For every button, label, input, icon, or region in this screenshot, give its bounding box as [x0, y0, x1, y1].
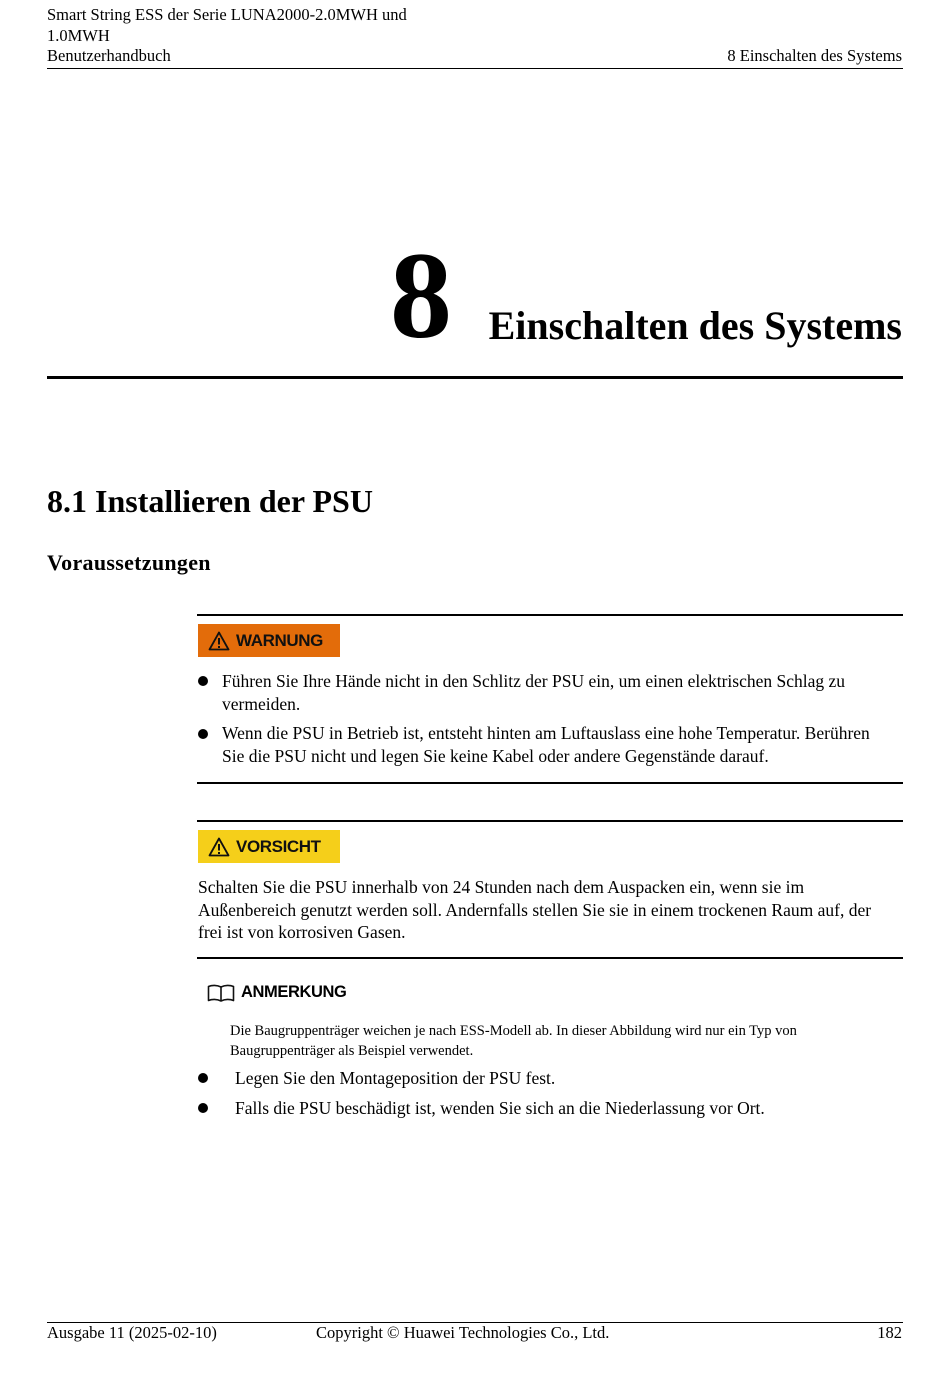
header-doc-title [47, 5, 467, 67]
doc-title: Smart String ESS der Serie LUNA2000-2.0MWH und 1.0MWH [47, 5, 407, 45]
warning-bottom-rule [197, 782, 903, 784]
warning-triangle-icon [208, 837, 230, 857]
warning-item: Wenn die PSU in Betrieb ist, entsteht hinten am Luftauslass eine hohe Temperatur. Berühren Sie die PSU nicht und legen Sie keine Kabel oder andere Gegenstände darauf. [222, 723, 870, 766]
warning-triangle-icon [208, 631, 230, 651]
chapter-title: Einschalten des Systems [488, 303, 902, 348]
open-book-icon [207, 984, 235, 1002]
warning-label: WARNUNG [236, 630, 323, 650]
footer-edition: Ausgabe 11 (2025-02-10) [47, 1323, 217, 1342]
section-subtitle: Voraussetzungen [47, 550, 211, 575]
footer-copyright: Copyright © Huawei Technologies Co., Ltd. [316, 1323, 610, 1342]
note-text: Die Baugruppenträger weichen je nach ESS-Modell ab. In dieser Abbildung wird nur ein Typ von Baugruppenträger als Beispiel verwendet. [230, 1023, 797, 1059]
footer-page-number: 182 [877, 1323, 902, 1342]
caution-top-rule [197, 820, 903, 822]
warning-item: Führen Sie Ihre Hände nicht in den Schlitz der PSU ein, um einen elektrischen Schlag zu vermeiden. [222, 671, 846, 714]
bullet-dot [198, 1103, 208, 1113]
doc-type: Benutzerhandbuch [47, 46, 171, 65]
section-title: 8.1 Installieren der PSU [47, 483, 373, 519]
caution-badge [198, 830, 340, 863]
chapter-rule [47, 376, 903, 379]
header-rule [47, 68, 903, 69]
bullet-dot [198, 729, 208, 739]
caution-label: VORSICHT [236, 836, 321, 856]
note-label: ANMERKUNG [241, 983, 347, 1001]
warning-top-rule [197, 614, 903, 616]
step-item: Falls die PSU beschädigt ist, wenden Sie sich an die Niederlassung vor Ort. [235, 1098, 765, 1118]
header-chapter-ref: 8 Einschalten des Systems [727, 46, 902, 65]
bullet-dot [198, 1073, 208, 1083]
bullet-dot [198, 676, 208, 686]
note-heading [207, 983, 346, 1002]
caution-text: Schalten Sie die PSU innerhalb von 24 Stunden nach dem Auspacken ein, wenn sie im Außenbereich genutzt werden soll. Andernfalls stellen Sie sie in einem trockenen Raum auf, der frei ist von korrosiven Gasen. [198, 877, 872, 942]
chapter-number: 8 [390, 227, 452, 364]
step-item: Legen Sie den Montageposition der PSU fest. [235, 1068, 556, 1088]
caution-bottom-rule [197, 957, 903, 959]
warning-badge [198, 624, 340, 657]
